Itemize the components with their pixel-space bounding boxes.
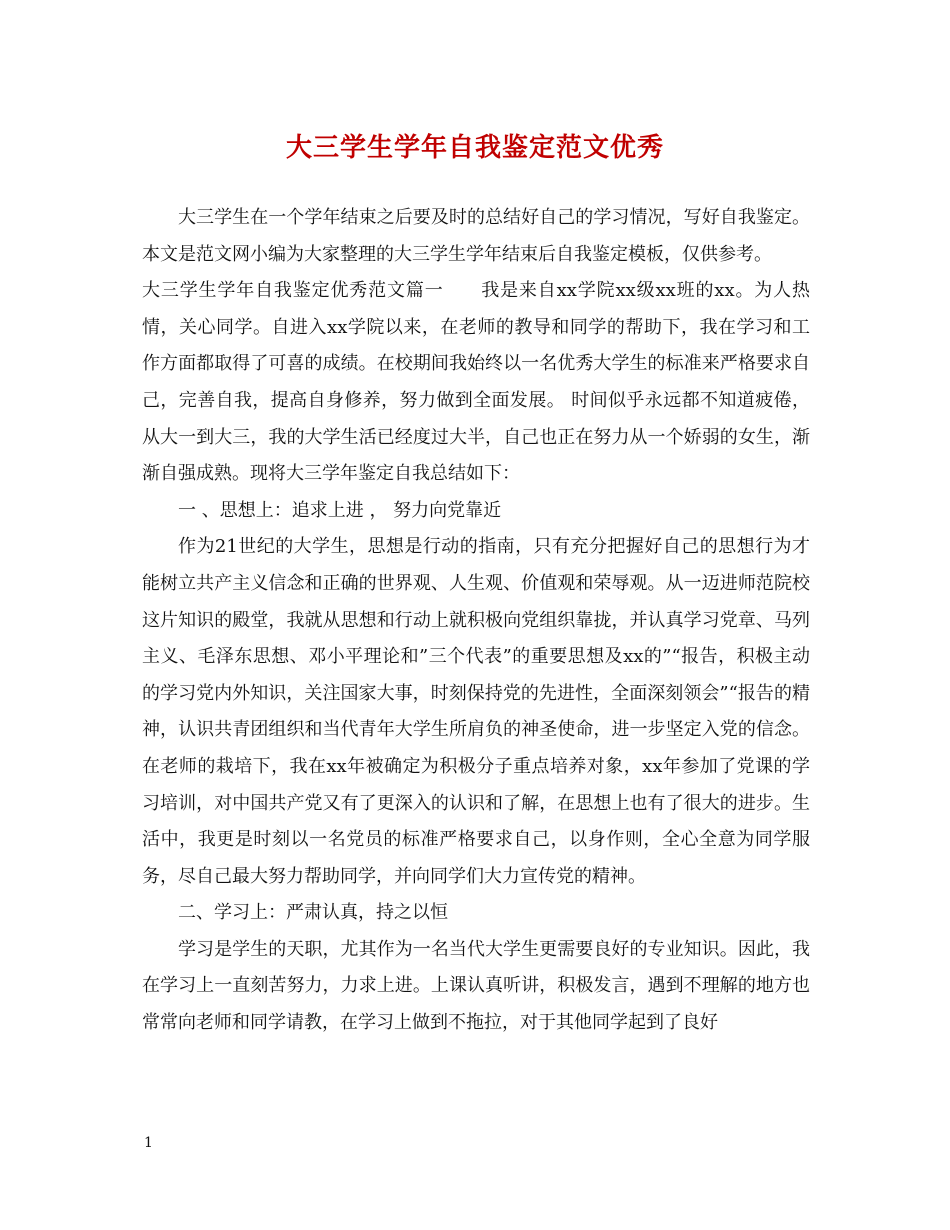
document-body [142, 200, 810, 1042]
page-number: 1 [144, 1135, 153, 1151]
section-heading-ideology: 一 、思想上：追求上进 ， 努力向党靠近 [178, 499, 502, 521]
document-title: 大三学生学年自我鉴定范文优秀 [285, 133, 664, 163]
section-heading-study: 二、学习上：严肃认真，持之以恒 [178, 902, 448, 924]
study-paragraph: 学习是学生的天职，尤其作为一名当代大学生更需要良好的专业知识。因此，我在学习上一直刻苦努力，力求上进。上课认真听讲，积极发言，遇到不理解的地方也常常向老师和同学请教，在学习上做到不拖拉，对于其他同学起到了良好 [142, 938, 810, 1034]
intro-paragraph: 大三学生在一个学年结束之后要及时的总结好自己的学习情况，写好自我鉴定。本文是范文网小编为大家整理的大三学生学年结束后自我鉴定模板，仅供参考。 [142, 207, 810, 265]
ideology-paragraph: 作为21世纪的大学生，思想是行动的指南，只有充分把握好自己的思想行为才能树立共产主义信念和正确的世界观、人生观、价值观和荣辱观。从一迈进师范院校这片知识的殿堂，我就从思想和行动上就积极向党组织靠拢，并认真学习党章、马列主义、毛泽东思想、邓小平理论和”三个代表”的重要思想及xx的”“报告，积极主动的学习党内外知识，关注国家大事，时刻保持党的先进性，全面深刻领会”“报告的精神，认识共青团组织和当代青年大学生所肩负的神圣使命，进一步坚定入党的信念。在老师的栽培下，我在xx年被确定为积极分子重点培养对象，xx年参加了党课的学习培训，对中国共产党又有了更深入的认识和了解，在思想上也有了很大的进步。生活中，我更是时刻以一名党员的标准严格要求自己，以身作则，全心全意为同学服务，尽自己最大努力帮助同学，并向同学们大力宣传党的精神。 [142, 536, 810, 887]
essay-paragraph-intro: 大三学生学年自我鉴定优秀范文篇一 我是来自xx学院xx级xx班的xx。为人热情，关心同学。自进入xx学院以来，在老师的教导和同学的帮助下，我在学习和工作方面都取得了可喜的成绩。在校期间我始终以一名优秀大学生的标准来严格要求自己，完善自我，提高自身修养，努力做到全面发展。 时间似乎永远都不知道疲倦，从大一到大三，我的大学生活已经度过大半，自己也正在努力从一个娇弱的女生，渐渐自强成熟。现将大三学年鉴定自我总结如下： [142, 280, 810, 485]
